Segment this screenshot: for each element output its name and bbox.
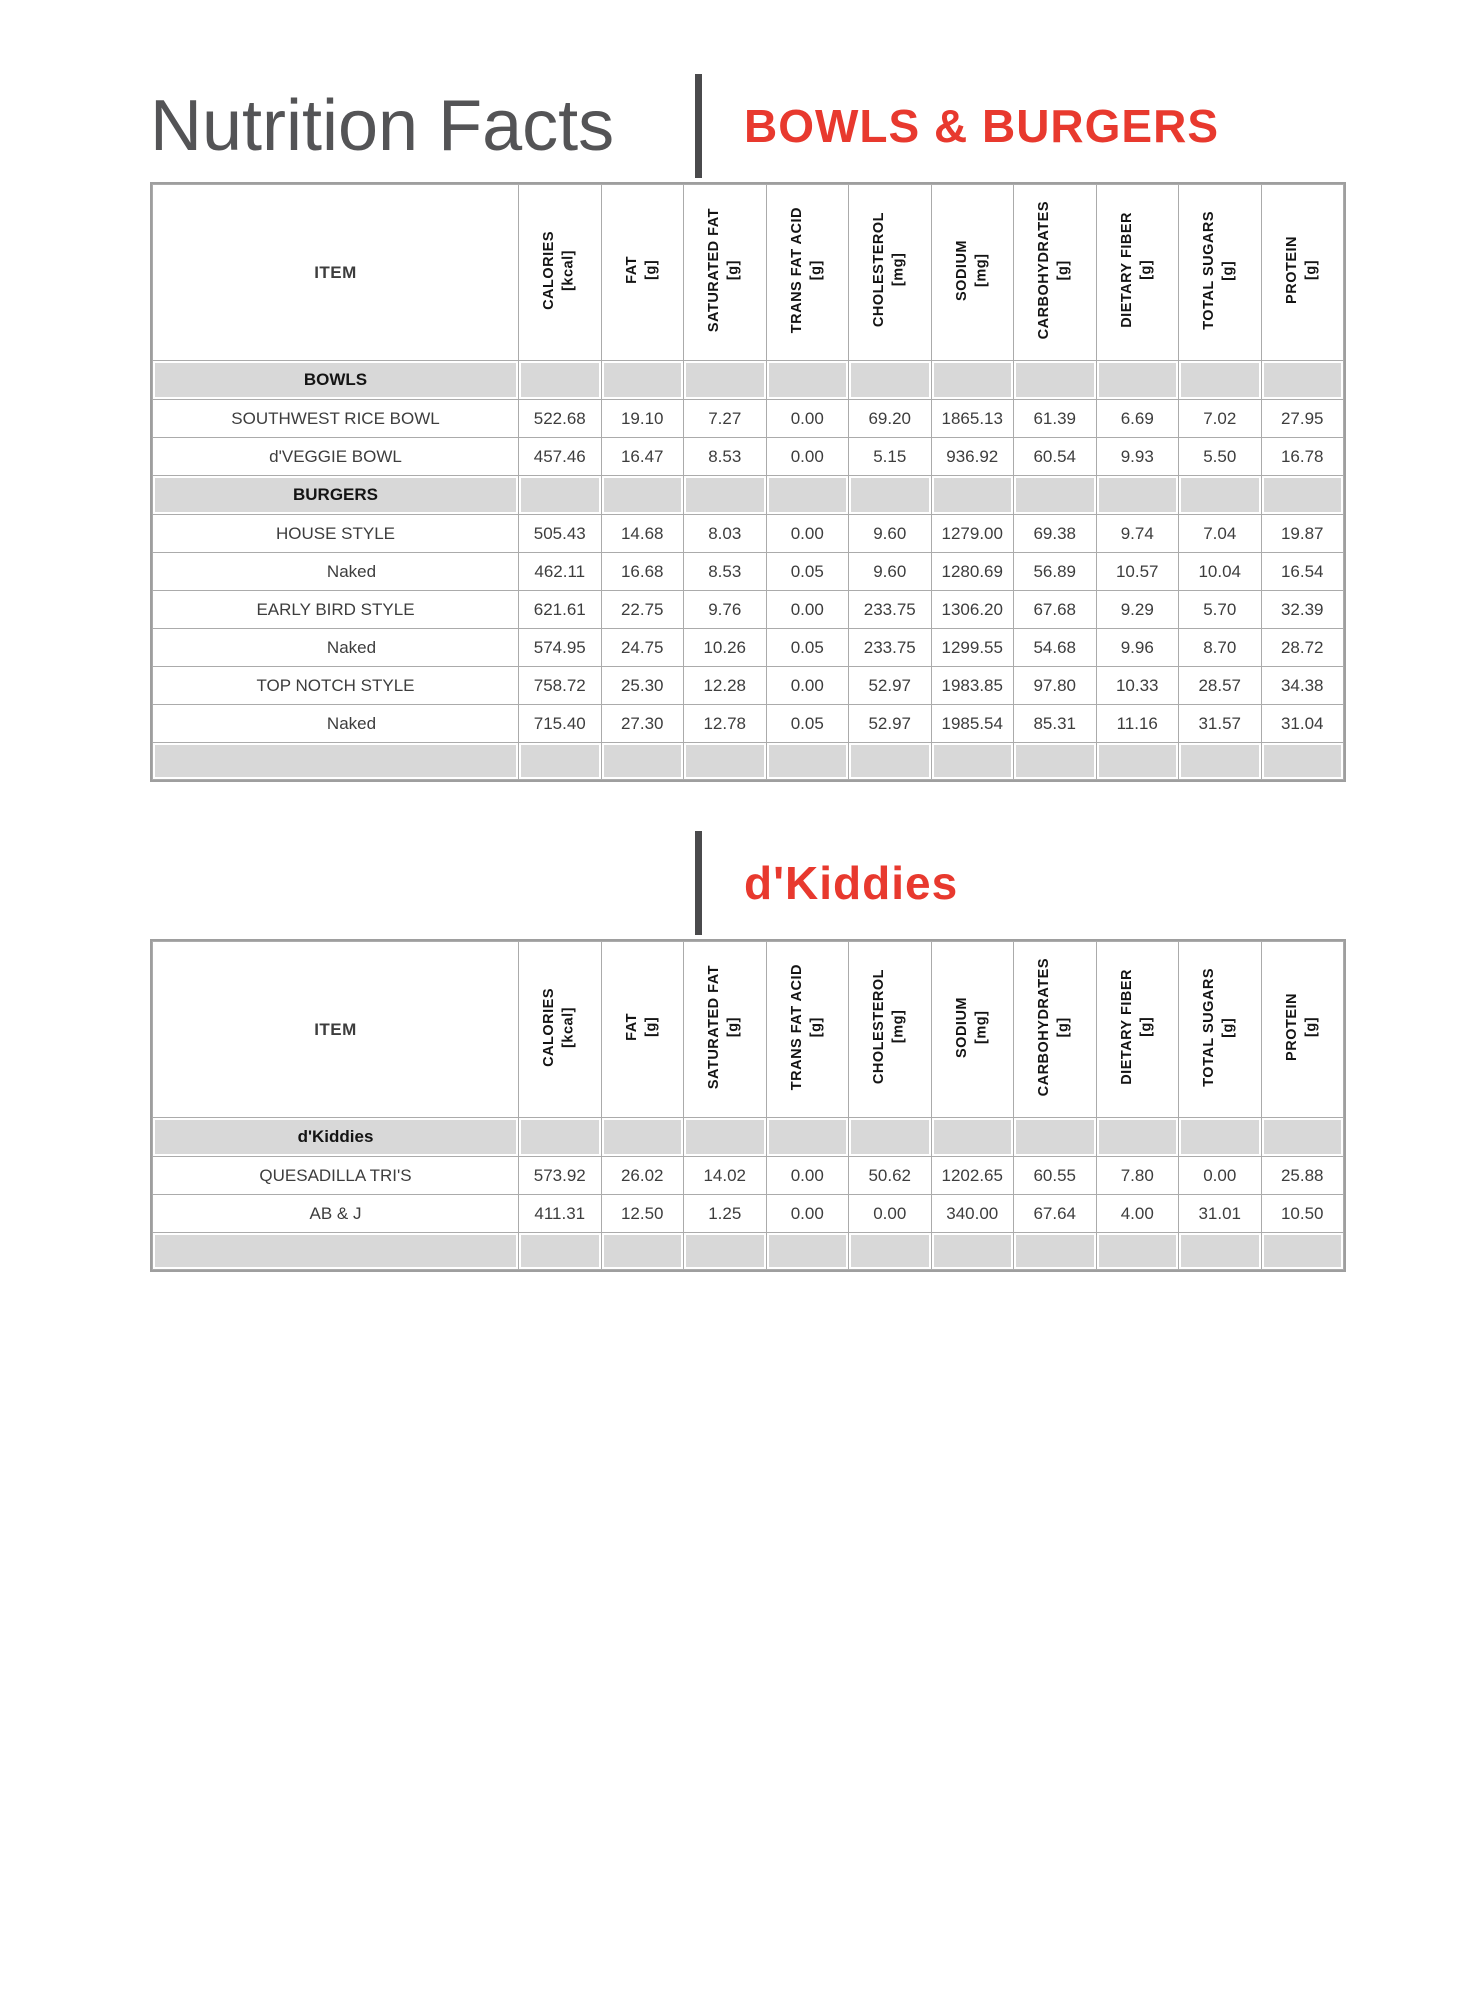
column-header-trans-fat-acid <box>767 942 849 1117</box>
value-trans-fat-acid: 0.05 <box>767 629 849 666</box>
item-name: HOUSE STYLE <box>153 515 518 552</box>
empty-cell <box>1014 361 1096 399</box>
item-name: AB & J <box>153 1195 518 1232</box>
value-cholesterol: 233.75 <box>849 591 931 628</box>
column-header-calories <box>519 942 601 1117</box>
value-saturated-fat: 12.78 <box>684 705 766 742</box>
value-trans-fat-acid: 0.00 <box>767 400 849 437</box>
item-name: d'VEGGIE BOWL <box>153 438 518 475</box>
column-header-saturated-fat <box>684 942 766 1117</box>
item-name: QUESADILLA TRI'S <box>153 1157 518 1194</box>
rotated-column-label: TRANS FAT ACID [g] <box>788 206 825 334</box>
column-header-total-sugars <box>1179 185 1261 360</box>
value-dietary-fiber: 4.00 <box>1097 1195 1179 1232</box>
empty-cell <box>684 476 766 514</box>
value-protein: 10.50 <box>1262 1195 1344 1232</box>
page-title: Nutrition Facts <box>150 86 615 166</box>
rotated-column-label: SODIUM [mg] <box>953 239 990 301</box>
empty-cell <box>1179 1118 1261 1156</box>
value-sodium: 1280.69 <box>932 553 1014 590</box>
value-saturated-fat: 12.28 <box>684 667 766 704</box>
column-header-carbohydrates <box>1014 942 1096 1117</box>
empty-cell <box>932 1233 1014 1269</box>
empty-cell <box>849 1118 931 1156</box>
value-fat: 24.75 <box>602 629 684 666</box>
value-sodium: 1985.54 <box>932 705 1014 742</box>
value-protein: 25.88 <box>1262 1157 1344 1194</box>
column-header-dietary-fiber <box>1097 185 1179 360</box>
item-row-ab-j <box>153 1195 1343 1232</box>
value-saturated-fat: 10.26 <box>684 629 766 666</box>
value-cholesterol: 9.60 <box>849 553 931 590</box>
item-row-early-bird-style <box>153 591 1343 628</box>
rotated-column-label: PROTEIN [g] <box>1283 993 1320 1061</box>
empty-cell <box>1097 1118 1179 1156</box>
item-name: Naked <box>153 629 518 666</box>
value-calories: 505.43 <box>519 515 601 552</box>
rotated-column-label: CARBOHYDRATES [g] <box>1036 200 1072 340</box>
value-fat: 12.50 <box>602 1195 684 1232</box>
value-cholesterol: 69.20 <box>849 400 931 437</box>
empty-cell <box>1097 743 1179 779</box>
value-dietary-fiber: 7.80 <box>1097 1157 1179 1194</box>
value-fat: 16.47 <box>602 438 684 475</box>
empty-cell <box>602 1233 684 1269</box>
column-header-dietary-fiber <box>1097 942 1179 1117</box>
value-cholesterol: 52.97 <box>849 667 931 704</box>
value-sodium: 1279.00 <box>932 515 1014 552</box>
rotated-column-label: CHOLESTEROL [mg] <box>871 969 907 1085</box>
value-trans-fat-acid: 0.00 <box>767 591 849 628</box>
value-protein: 32.39 <box>1262 591 1344 628</box>
value-calories: 715.40 <box>519 705 601 742</box>
empty-cell <box>1262 476 1344 514</box>
column-header-sodium <box>932 942 1014 1117</box>
column-header-cholesterol <box>849 942 931 1117</box>
value-carbohydrates: 61.39 <box>1014 400 1096 437</box>
section-heading-bowls-burgers: BOWLS & BURGERS <box>744 100 1219 152</box>
column-header-item: ITEM <box>153 185 518 360</box>
value-sodium: 340.00 <box>932 1195 1014 1232</box>
item-row-quesadilla-tri-s <box>153 1157 1343 1194</box>
value-calories: 621.61 <box>519 591 601 628</box>
empty-cell <box>1179 476 1261 514</box>
column-header-trans-fat-acid <box>767 185 849 360</box>
value-dietary-fiber: 9.74 <box>1097 515 1179 552</box>
value-sodium: 1299.55 <box>932 629 1014 666</box>
value-total-sugars: 10.04 <box>1179 553 1261 590</box>
section-row-burgers <box>153 476 1343 514</box>
section-header-kiddies <box>150 827 1484 939</box>
value-total-sugars: 5.70 <box>1179 591 1261 628</box>
empty-cell <box>519 476 601 514</box>
section-heading-kiddies: d'Kiddies <box>744 857 959 909</box>
spacer-cell <box>153 1233 518 1269</box>
value-protein: 19.87 <box>1262 515 1344 552</box>
rotated-column-label: FAT [g] <box>623 1013 660 1041</box>
value-dietary-fiber: 10.57 <box>1097 553 1179 590</box>
empty-cell <box>684 743 766 779</box>
column-header-total-sugars <box>1179 942 1261 1117</box>
value-cholesterol: 233.75 <box>849 629 931 666</box>
value-trans-fat-acid: 0.00 <box>767 438 849 475</box>
empty-cell <box>1179 743 1261 779</box>
value-fat: 27.30 <box>602 705 684 742</box>
empty-cell <box>767 743 849 779</box>
value-carbohydrates: 69.38 <box>1014 515 1096 552</box>
empty-cell <box>767 361 849 399</box>
column-header-carbohydrates <box>1014 185 1096 360</box>
empty-cell <box>1014 1118 1096 1156</box>
nutrition-table-kiddies <box>150 939 1346 1272</box>
spacer-row <box>153 1233 1343 1269</box>
empty-cell <box>602 1118 684 1156</box>
empty-cell <box>932 743 1014 779</box>
rotated-column-label: CALORIES [kcal] <box>541 987 577 1067</box>
value-fat: 22.75 <box>602 591 684 628</box>
value-trans-fat-acid: 0.00 <box>767 515 849 552</box>
empty-cell <box>602 743 684 779</box>
section-label: BURGERS <box>153 476 518 514</box>
value-carbohydrates: 85.31 <box>1014 705 1096 742</box>
value-cholesterol: 9.60 <box>849 515 931 552</box>
empty-cell <box>767 1233 849 1269</box>
value-saturated-fat: 7.27 <box>684 400 766 437</box>
value-sodium: 1983.85 <box>932 667 1014 704</box>
rotated-column-label: CALORIES [kcal] <box>541 230 577 310</box>
column-header-fat <box>602 185 684 360</box>
value-saturated-fat: 14.02 <box>684 1157 766 1194</box>
column-header-protein <box>1262 185 1344 360</box>
value-carbohydrates: 67.68 <box>1014 591 1096 628</box>
value-calories: 522.68 <box>519 400 601 437</box>
value-fat: 25.30 <box>602 667 684 704</box>
column-header-protein <box>1262 942 1344 1117</box>
section-label: d'Kiddies <box>153 1118 518 1156</box>
empty-cell <box>519 743 601 779</box>
rotated-column-label: CARBOHYDRATES [g] <box>1036 957 1072 1097</box>
value-carbohydrates: 67.64 <box>1014 1195 1096 1232</box>
empty-cell <box>1014 743 1096 779</box>
value-calories: 457.46 <box>519 438 601 475</box>
value-fat: 19.10 <box>602 400 684 437</box>
value-dietary-fiber: 9.93 <box>1097 438 1179 475</box>
value-carbohydrates: 56.89 <box>1014 553 1096 590</box>
value-trans-fat-acid: 0.00 <box>767 1157 849 1194</box>
value-total-sugars: 7.02 <box>1179 400 1261 437</box>
value-cholesterol: 50.62 <box>849 1157 931 1194</box>
title-divider-bar <box>695 831 702 935</box>
empty-cell <box>932 1118 1014 1156</box>
empty-cell <box>519 1118 601 1156</box>
item-row-southwest-rice-bowl <box>153 400 1343 437</box>
page-header <box>150 70 1484 182</box>
spacer-row <box>153 743 1343 779</box>
value-calories: 758.72 <box>519 667 601 704</box>
value-saturated-fat: 8.53 <box>684 553 766 590</box>
value-cholesterol: 0.00 <box>849 1195 931 1232</box>
rotated-column-label: PROTEIN [g] <box>1283 236 1320 304</box>
value-calories: 462.11 <box>519 553 601 590</box>
value-cholesterol: 52.97 <box>849 705 931 742</box>
empty-cell <box>519 361 601 399</box>
empty-cell <box>1262 361 1344 399</box>
item-name: TOP NOTCH STYLE <box>153 667 518 704</box>
value-dietary-fiber: 9.29 <box>1097 591 1179 628</box>
empty-cell <box>1014 476 1096 514</box>
empty-cell <box>684 1118 766 1156</box>
value-dietary-fiber: 6.69 <box>1097 400 1179 437</box>
value-protein: 31.04 <box>1262 705 1344 742</box>
value-calories: 411.31 <box>519 1195 601 1232</box>
empty-cell <box>602 361 684 399</box>
rotated-column-label: DIETARY FIBER [g] <box>1118 212 1155 328</box>
empty-cell <box>1262 743 1344 779</box>
column-header-row <box>153 185 1343 360</box>
value-protein: 27.95 <box>1262 400 1344 437</box>
empty-cell <box>1097 361 1179 399</box>
value-total-sugars: 31.57 <box>1179 705 1261 742</box>
empty-cell <box>932 361 1014 399</box>
value-sodium: 1865.13 <box>932 400 1014 437</box>
empty-cell <box>1179 1233 1261 1269</box>
value-saturated-fat: 9.76 <box>684 591 766 628</box>
item-row-top-notch-style <box>153 667 1343 704</box>
empty-cell <box>1262 1118 1344 1156</box>
value-protein: 16.54 <box>1262 553 1344 590</box>
value-total-sugars: 7.04 <box>1179 515 1261 552</box>
rotated-column-label: TOTAL SUGARS [g] <box>1201 210 1237 330</box>
value-protein: 16.78 <box>1262 438 1344 475</box>
empty-cell <box>602 476 684 514</box>
section-row-bowls <box>153 361 1343 399</box>
empty-cell <box>767 476 849 514</box>
rotated-column-label: TRANS FAT ACID [g] <box>788 963 825 1091</box>
empty-cell <box>849 1233 931 1269</box>
column-header-item: ITEM <box>153 942 518 1117</box>
value-protein: 34.38 <box>1262 667 1344 704</box>
rotated-column-label: TOTAL SUGARS [g] <box>1201 967 1237 1087</box>
value-dietary-fiber: 9.96 <box>1097 629 1179 666</box>
nutrition-table-bowls-burgers <box>150 182 1346 782</box>
empty-cell <box>849 476 931 514</box>
value-dietary-fiber: 10.33 <box>1097 667 1179 704</box>
document-page <box>0 70 1484 1990</box>
value-fat: 14.68 <box>602 515 684 552</box>
value-sodium: 936.92 <box>932 438 1014 475</box>
item-row-naked <box>153 629 1343 666</box>
value-trans-fat-acid: 0.05 <box>767 705 849 742</box>
item-name: SOUTHWEST RICE BOWL <box>153 400 518 437</box>
item-row-naked <box>153 553 1343 590</box>
value-saturated-fat: 8.03 <box>684 515 766 552</box>
rotated-column-label: SATURATED FAT [g] <box>706 964 742 1090</box>
spacer-cell <box>153 743 518 779</box>
value-total-sugars: 31.01 <box>1179 1195 1261 1232</box>
value-carbohydrates: 60.54 <box>1014 438 1096 475</box>
empty-cell <box>767 1118 849 1156</box>
value-carbohydrates: 97.80 <box>1014 667 1096 704</box>
value-total-sugars: 5.50 <box>1179 438 1261 475</box>
rotated-column-label: SODIUM [mg] <box>953 996 990 1058</box>
value-trans-fat-acid: 0.00 <box>767 1195 849 1232</box>
value-carbohydrates: 60.55 <box>1014 1157 1096 1194</box>
value-trans-fat-acid: 0.00 <box>767 667 849 704</box>
value-fat: 26.02 <box>602 1157 684 1194</box>
empty-cell <box>1179 361 1261 399</box>
empty-cell <box>932 476 1014 514</box>
column-header-calories <box>519 185 601 360</box>
rotated-column-label: SATURATED FAT [g] <box>706 207 742 333</box>
value-calories: 573.92 <box>519 1157 601 1194</box>
value-fat: 16.68 <box>602 553 684 590</box>
item-row-house-style <box>153 515 1343 552</box>
empty-cell <box>1097 476 1179 514</box>
value-dietary-fiber: 11.16 <box>1097 705 1179 742</box>
value-total-sugars: 8.70 <box>1179 629 1261 666</box>
value-protein: 28.72 <box>1262 629 1344 666</box>
value-cholesterol: 5.15 <box>849 438 931 475</box>
section-row-d-kiddies <box>153 1118 1343 1156</box>
empty-cell <box>684 1233 766 1269</box>
rotated-column-label: FAT [g] <box>623 256 660 284</box>
column-header-sodium <box>932 185 1014 360</box>
item-row-naked <box>153 705 1343 742</box>
item-name: Naked <box>153 705 518 742</box>
value-sodium: 1306.20 <box>932 591 1014 628</box>
column-header-cholesterol <box>849 185 931 360</box>
empty-cell <box>519 1233 601 1269</box>
section-label: BOWLS <box>153 361 518 399</box>
item-name: Naked <box>153 553 518 590</box>
empty-cell <box>1014 1233 1096 1269</box>
rotated-column-label: CHOLESTEROL [mg] <box>871 212 907 328</box>
column-header-fat <box>602 942 684 1117</box>
item-row-d-veggie-bowl <box>153 438 1343 475</box>
empty-cell <box>684 361 766 399</box>
rotated-column-label: DIETARY FIBER [g] <box>1118 969 1155 1085</box>
value-carbohydrates: 54.68 <box>1014 629 1096 666</box>
empty-cell <box>849 743 931 779</box>
title-divider-bar <box>695 74 702 178</box>
column-header-row <box>153 942 1343 1117</box>
item-name: EARLY BIRD STYLE <box>153 591 518 628</box>
value-trans-fat-acid: 0.05 <box>767 553 849 590</box>
empty-cell <box>849 361 931 399</box>
value-total-sugars: 0.00 <box>1179 1157 1261 1194</box>
value-saturated-fat: 1.25 <box>684 1195 766 1232</box>
column-header-saturated-fat <box>684 185 766 360</box>
value-saturated-fat: 8.53 <box>684 438 766 475</box>
empty-cell <box>1097 1233 1179 1269</box>
value-calories: 574.95 <box>519 629 601 666</box>
empty-cell <box>1262 1233 1344 1269</box>
value-sodium: 1202.65 <box>932 1157 1014 1194</box>
value-total-sugars: 28.57 <box>1179 667 1261 704</box>
